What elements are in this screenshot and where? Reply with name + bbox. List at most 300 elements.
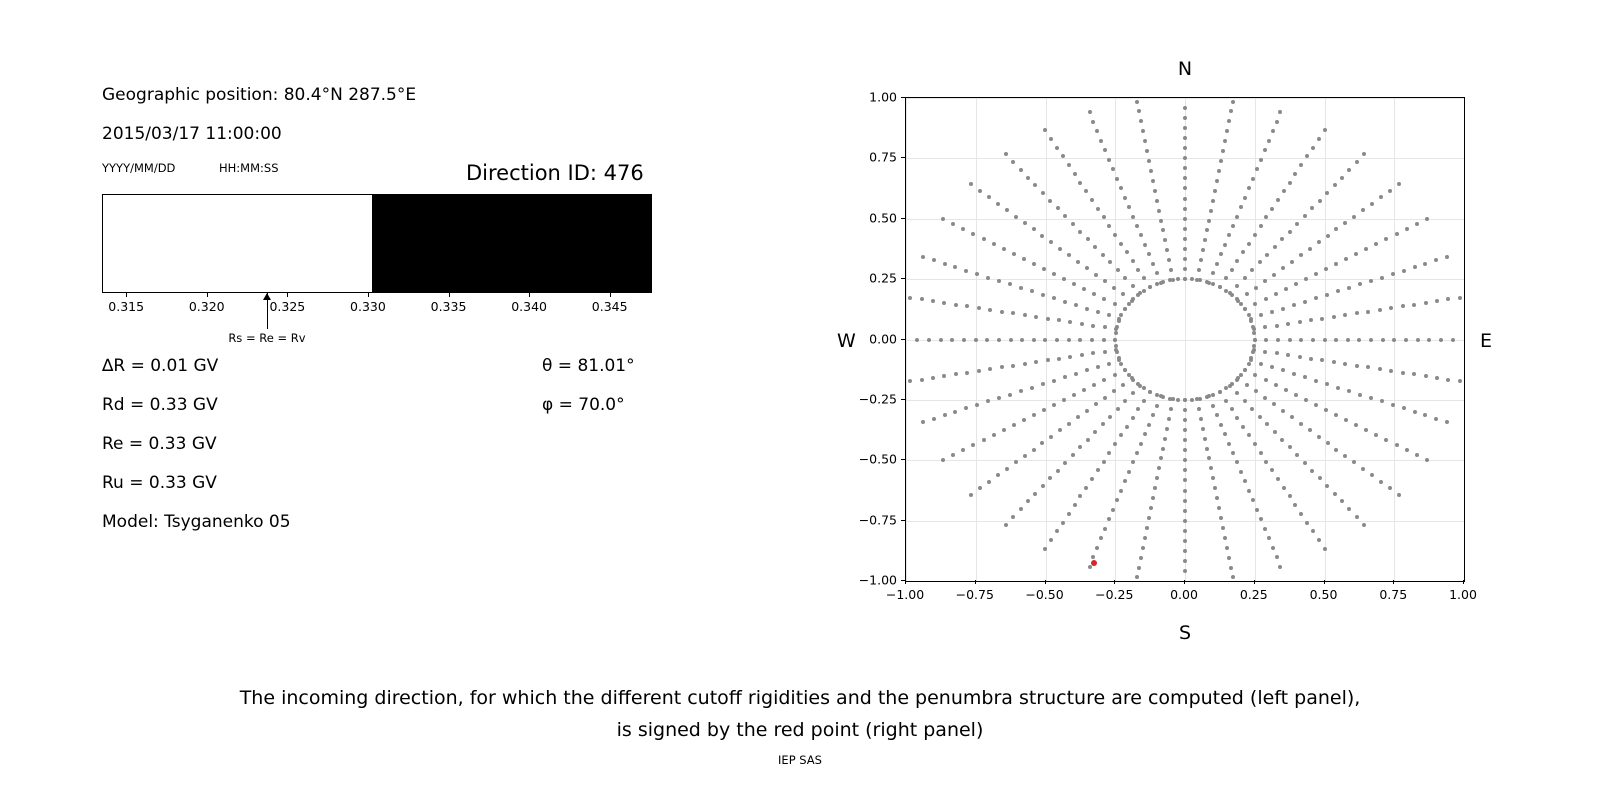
direction-point [1227,119,1231,123]
direction-point [1155,199,1159,203]
direction-point [1080,353,1084,357]
direction-point [987,195,991,199]
direction-point [1235,215,1239,219]
direction-point [1049,240,1053,244]
direction-point [1340,176,1344,180]
direction-point [1136,407,1140,411]
direction-point [1011,311,1015,315]
sky-y-tick [901,218,905,219]
direction-point [1239,470,1243,474]
sky-x-tick [1045,580,1046,584]
direction-point [975,403,979,407]
direction-point [1354,423,1358,427]
direction-point [1041,293,1045,297]
direction-point [1423,413,1427,417]
direction-point [1117,319,1121,323]
direction-point [1288,181,1292,185]
direction-point [1320,358,1324,362]
direction-point [1267,536,1271,540]
direction-point [1135,100,1139,104]
direction-point [1019,168,1023,172]
direction-point [1252,344,1256,348]
direction-point [1255,167,1259,171]
direction-point [1119,362,1123,366]
direction-point [927,338,931,342]
direction-point [1355,515,1359,519]
direction-point [1213,189,1217,193]
sky-y-tick [901,399,905,400]
direction-point [1183,529,1187,533]
direction-point [1197,268,1201,272]
direction-point [1203,238,1207,242]
left-panel [0,0,760,620]
direction-point [1151,413,1155,417]
direction-point [1076,260,1080,264]
direction-point [1364,247,1368,251]
sky-x-tick-label: −0.50 [1025,587,1064,602]
direction-point [1155,271,1159,275]
direction-point [1041,191,1045,195]
direction-point [1239,373,1243,377]
direction-point [1061,154,1065,158]
direction-point [1183,559,1187,563]
direction-point [1299,422,1303,426]
sky-x-tick-label: 0.25 [1239,587,1268,602]
direction-point [1107,362,1111,366]
direction-point [1395,443,1399,447]
direction-point [1276,338,1280,342]
direction-point [1325,191,1329,195]
sky-x-tick-label: 1.00 [1449,587,1477,602]
direction-point [1005,208,1009,212]
direction-point [1205,228,1209,232]
direction-point [1030,289,1034,293]
direction-point [1336,289,1340,293]
direction-point [1014,215,1018,219]
direction-point [1416,338,1420,342]
direction-point [1062,277,1066,281]
selected-direction-point [1091,560,1097,566]
direction-point [1326,441,1330,445]
direction-point [1323,338,1327,342]
direction-point [1147,423,1151,427]
direction-point [982,438,986,442]
direction-point [1055,338,1059,342]
direction-point [1078,230,1082,234]
direction-point [1091,555,1095,559]
direction-point [1299,512,1303,516]
direction-point [1251,325,1255,329]
direction-point [1115,498,1119,502]
direction-point [1446,378,1450,382]
direction-point [1112,286,1116,290]
direction-point [1235,297,1239,301]
direction-point [942,374,946,378]
direction-point [1235,391,1239,395]
direction-point [1303,461,1307,465]
direction-point [1235,416,1239,420]
sky-x-tick [1254,580,1255,584]
direction-point [1057,318,1061,322]
direction-point [1278,565,1282,569]
penumbra-tick [126,293,127,297]
sky-x-tick [1463,580,1464,584]
direction-point [1370,202,1374,206]
direction-point [1034,360,1038,364]
direction-point [1135,451,1139,455]
direction-point [969,182,973,186]
direction-point [1026,176,1030,180]
direction-point [1086,237,1090,241]
direction-point [1250,268,1254,272]
direction-point [1401,304,1405,308]
direction-point [1112,389,1116,393]
direction-point [1102,460,1106,464]
direction-point [908,379,912,383]
direction-point [1326,234,1330,238]
direction-point [908,296,912,300]
direction-point [1199,417,1203,421]
sky-x-tick [1184,580,1185,584]
direction-point [1332,315,1336,319]
direction-point [943,413,947,417]
direction-point [1241,425,1245,429]
direction-point [1032,262,1036,266]
direction-point [1334,448,1338,452]
direction-point [1183,237,1187,241]
direction-point [1361,208,1365,212]
direction-point [1183,428,1187,432]
direction-point [1290,415,1294,419]
direction-point [1245,383,1249,387]
direction-point [1000,310,1004,314]
direction-point [1073,172,1077,176]
direction-point [1143,243,1147,247]
direction-point [1103,527,1107,531]
direction-point [1254,389,1258,393]
direction-point [1183,448,1187,452]
direction-point [1108,415,1112,419]
direction-point [1243,399,1247,403]
direction-point [1148,285,1152,289]
direction-point [1281,409,1285,413]
direction-point [977,306,981,310]
sky-x-tick [1393,580,1394,584]
direction-point [1076,415,1080,419]
param-ru: Ru = 0.33 GV [102,473,217,493]
direction-point [950,338,954,342]
direction-point [1142,276,1146,280]
direction-point [954,303,958,307]
direction-point [1347,389,1351,393]
direction-point [1311,338,1315,342]
direction-point [1034,315,1038,319]
geographic-position-label: Geographic position: 80.4°N 287.5°E [102,85,417,105]
direction-point [1211,404,1215,408]
direction-point [1114,344,1118,348]
direction-point [1102,338,1106,342]
direction-point [1142,399,1146,403]
direction-point [1347,168,1351,172]
direction-point [1056,469,1060,473]
direction-point [1041,382,1045,386]
direction-point [1324,408,1328,412]
direction-point [1183,539,1187,543]
direction-point [1183,468,1187,472]
direction-point [1366,365,1370,369]
direction-point [1299,338,1303,342]
direction-point [1005,467,1009,471]
direction-point [996,202,1000,206]
direction-point [982,237,986,241]
direction-point [1183,277,1187,281]
param-delta-r: ∆R = 0.01 GV [102,356,219,376]
direction-point [1224,386,1228,390]
sky-x-tick-label: −0.75 [955,587,994,602]
direction-point [1334,338,1338,342]
direction-point [1093,245,1097,249]
direction-point [1099,139,1103,143]
direction-point [1235,259,1239,263]
direction-point [1183,207,1187,211]
direction-point [1023,454,1027,458]
penumbra-tick-label: 0.315 [108,299,145,314]
direction-point [1243,479,1247,483]
direction-point [1131,215,1135,219]
direction-point [1161,395,1165,399]
direction-point [1310,206,1314,210]
direction-point [1308,428,1312,432]
direction-point [1278,110,1282,114]
direction-point [1215,179,1219,183]
direction-point [1086,438,1090,442]
direction-point [1153,189,1157,193]
direction-point [1251,350,1255,354]
direction-point [1251,177,1255,181]
direction-point [1270,365,1274,369]
direction-point [1161,228,1165,232]
direction-point [1219,159,1223,163]
direction-point [1183,398,1187,402]
direction-point [1096,365,1100,369]
direction-point [1284,287,1288,291]
direction-point [1090,477,1094,481]
direction-point [1107,158,1111,162]
direction-point [1041,484,1045,488]
direction-point [1235,378,1239,382]
direction-point [1298,320,1302,324]
direction-point [1324,267,1328,271]
direction-point [1153,486,1157,490]
direction-point [1033,492,1037,496]
sky-y-tick [901,157,905,158]
direction-point [1336,386,1340,390]
direction-point [1333,183,1337,187]
direction-point [1264,297,1268,301]
direction-point [1243,196,1247,200]
direction-point [992,433,996,437]
direction-point [969,493,973,497]
param-rd: Rd = 0.33 GV [102,395,218,415]
direction-point [1221,149,1225,153]
direction-point [1067,163,1071,167]
direction-point [978,189,982,193]
direction-point [1103,148,1107,152]
direction-point [1259,451,1263,455]
direction-point [1043,547,1047,551]
direction-point [1294,282,1298,286]
direction-point [1241,250,1245,254]
direction-point [1344,418,1348,422]
direction-point [1183,549,1187,553]
direction-point [1082,287,1086,291]
direction-point [1040,441,1044,445]
direction-point [1004,523,1008,527]
direction-point [1107,224,1111,228]
direction-point [1323,128,1327,132]
direction-point [1183,519,1187,523]
direction-point [1095,129,1099,133]
direction-point [1157,466,1161,470]
direction-point [1072,282,1076,286]
direction-point [1218,285,1222,289]
direction-point [1247,186,1251,190]
direction-point [1229,566,1233,570]
direction-point [1042,408,1046,412]
direction-point [1022,257,1026,261]
direction-point [1380,399,1384,403]
direction-point [1254,286,1258,290]
direction-point [1147,516,1151,520]
sky-x-tick [1324,580,1325,584]
direction-point [1292,303,1296,307]
direction-point [1067,512,1071,516]
direction-point [1136,268,1140,272]
direction-point [1074,303,1078,307]
direction-point [1230,293,1234,297]
direction-point [1247,433,1251,437]
direction-point [1205,447,1209,451]
direction-point [1308,247,1312,251]
penumbra-tick [449,293,450,297]
direction-point [1217,169,1221,173]
direction-point [1458,379,1462,383]
direction-point [1243,307,1247,311]
direction-point [1058,247,1062,251]
direction-point [1275,324,1279,328]
direction-point [1395,232,1399,236]
direction-point [1295,222,1299,226]
direction-point [1151,496,1155,500]
direction-point [1048,199,1052,203]
direction-point [1318,199,1322,203]
direction-point [1364,428,1368,432]
direction-point [1201,248,1205,252]
direction-point [1183,458,1187,462]
direction-point [1276,477,1280,481]
direction-point [1123,307,1127,311]
direction-point [1211,476,1215,480]
direction-point [1282,486,1286,490]
direction-point [1183,247,1187,251]
direction-point [1343,454,1347,458]
credit-label: IEP SAS [778,753,822,767]
direction-point [965,304,969,308]
direction-point [1011,515,1015,519]
direction-point [1137,109,1141,113]
direction-point [1218,390,1222,394]
direction-point [1009,338,1013,342]
direction-point [1093,430,1097,434]
direction-point [931,299,935,303]
direction-point [992,242,996,246]
direction-point [1046,358,1050,362]
direction-point [1425,458,1429,462]
direction-point [1091,324,1095,328]
direction-point [1303,375,1307,379]
compass-west-label: W [837,330,856,352]
direction-point [1183,156,1187,160]
direction-point [1332,360,1336,364]
direction-point [1092,383,1096,387]
direction-point [1094,402,1098,406]
direction-point [1263,350,1267,354]
direction-point [975,272,979,276]
direction-point [1123,368,1127,372]
direction-point [961,227,965,231]
direction-point [1108,260,1112,264]
direction-point [1323,547,1327,551]
direction-point [1068,355,1072,359]
direction-point [1225,546,1229,550]
direction-point [1183,106,1187,110]
direction-point [988,308,992,312]
penumbra-x-axis [102,293,653,323]
direction-point [1355,364,1359,368]
sky-map-panel [800,0,1600,650]
direction-point [1361,467,1365,471]
direction-point [1298,355,1302,359]
sky-y-tick [901,520,905,521]
direction-point [1004,152,1008,156]
direction-point [1074,372,1078,376]
direction-point [987,480,991,484]
direction-point [1286,353,1290,357]
direction-point [932,258,936,262]
direction-point [1161,280,1165,284]
direction-point [1207,456,1211,460]
direction-point [1402,269,1406,273]
direction-point [1203,437,1207,441]
direction-point [1209,466,1213,470]
direction-point [1063,461,1067,465]
direction-point [1095,546,1099,550]
direction-point [988,367,992,371]
sky-y-tick [901,97,905,98]
compass-north-label: N [1177,58,1193,80]
direction-point [1378,367,1382,371]
direction-point [1155,404,1159,408]
direction-point [1344,257,1348,261]
direction-point [1094,273,1098,277]
direction-point [1085,409,1089,413]
direction-point [942,301,946,305]
direction-point [1314,379,1318,383]
direction-point [1058,428,1062,432]
direction-point [1136,293,1140,297]
direction-point [1116,268,1120,272]
direction-point [1023,313,1027,317]
